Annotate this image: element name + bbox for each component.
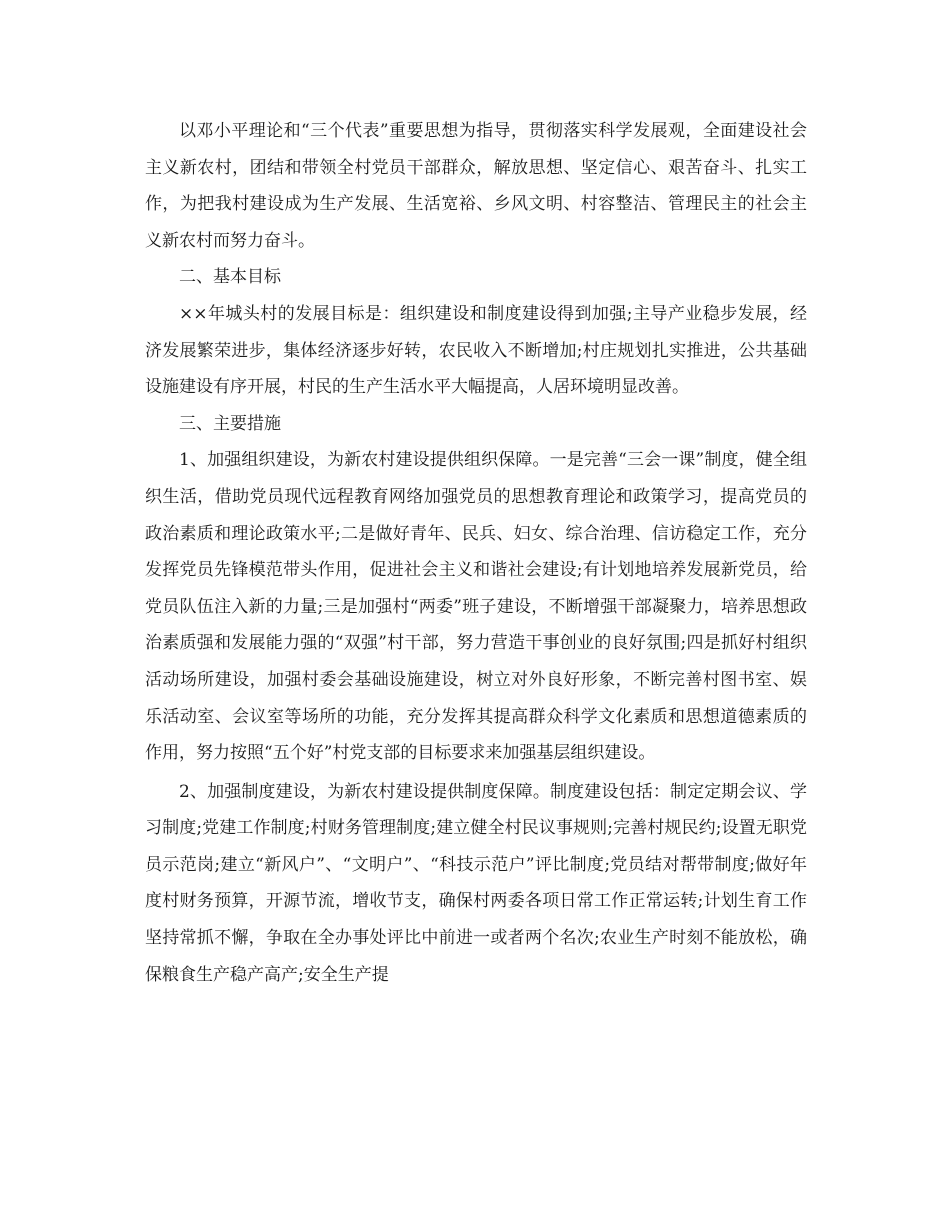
section-heading-main-measures: 三、主要措施: [179, 413, 281, 434]
intro-paragraph: 以邓小平理论和“三个代表”重要思想为指导，贯彻落实科学发展观，全面建设社会主义新农村，团结和带领全村党员干部群众，解放思想、坚定信心、艰苦奋斗、扎实工作，为把我村建设成为生产发展、生活宽裕、乡风文明、村容整洁、管理民主的社会主义新农村而努力奋斗。: [145, 121, 807, 251]
basic-goals-paragraph: ××年城头村的发展目标是：组织建设和制度建设得到加强;主导产业稳步发展，经济发展繁荣进步，集体经济逐步好转，农民收入不断增加;村庄规划扎实推进，公共基础设施建设有序开展，村民的生产生活水平大幅提高，人居环境明显改善。: [145, 303, 807, 398]
document-page: [145, 113, 807, 993]
section-heading-basic-goals: 二、基本目标: [179, 267, 281, 288]
measure-1-paragraph: 1、加强组织建设，为新农村建设提供组织保障。一是完善“三会一课”制度，健全组织生活，借助党员现代远程教育网络加强党员的思想教育理论和政策学习，提高党员的政治素质和理论政策水平;二是做好青年、民兵、妇女、综合治理、信访稳定工作，充分发挥党员先锋模范带头作用，促进社会主义和谐社会建设;有计划地培养发展新党员，给党员队伍注入新的力量;三是加强村“两委”班子建设，不断增强干部凝聚力，培养思想政治素质强和发展能力强的“双强”村干部，努力营造干事创业的良好氛围;四是抓好村组织活动场所建设，加强村委会基础设施建设，树立对外良好形象，不断完善村图书室、娱乐活动室、会议室等场所的功能，充分发挥其提高群众科学文化素质和思想道德素质的作用，努力按照“五个好”村党支部的目标要求来加强基层组织建设。: [145, 450, 807, 764]
measure-2-paragraph: 2、加强制度建设，为新农村建设提供制度保障。制度建设包括：制定定期会议、学习制度;党建工作制度;村财务管理制度;建立健全村民议事规则;完善村规民约;设置无职党员示范岗;建立“新风户”、“文明户”、“科技示范户”评比制度;党员结对帮带制度;做好年度村财务预算，开源节流，增收节支，确保村两委各项日常工作正常运转;计划生育工作坚持常抓不懈，争取在全办事处评比中前进一或者两个名次;农业生产时刻不能放松，确保粮食生产稳产高产;安全生产提: [145, 781, 807, 985]
